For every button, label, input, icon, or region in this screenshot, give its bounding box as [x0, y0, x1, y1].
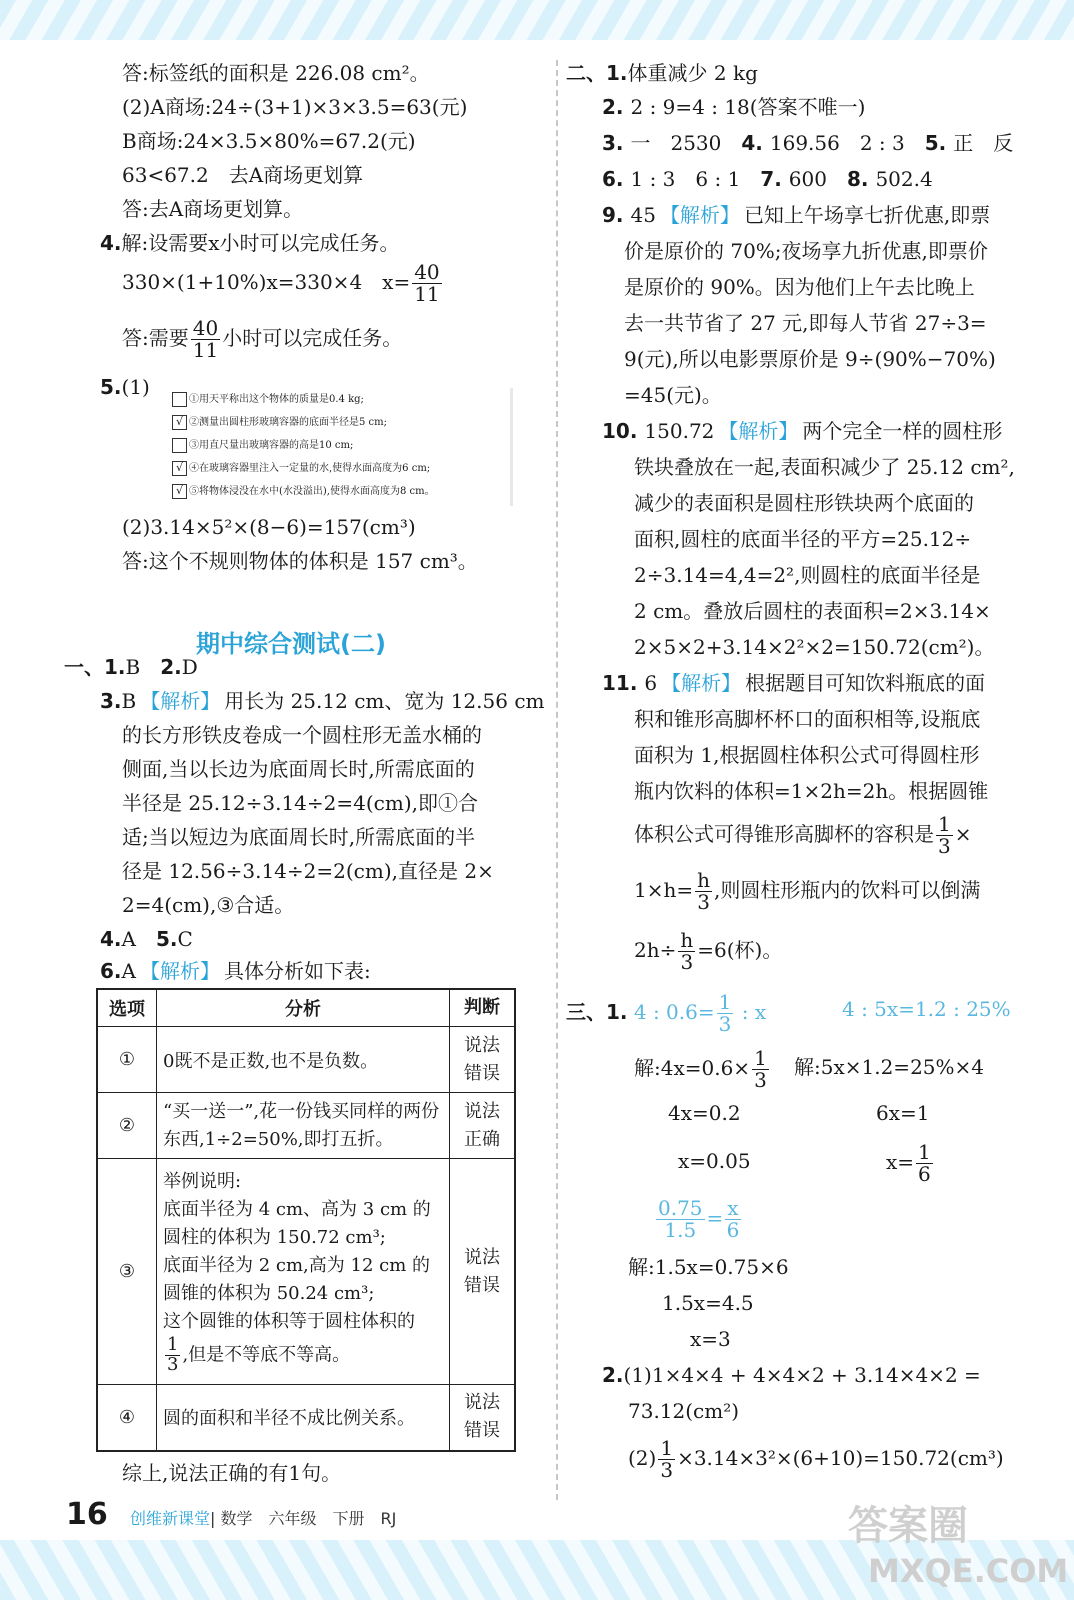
question-3: 3.B 【解析】 用长为 25.12 cm、宽为 12.56 cm: [100, 689, 545, 713]
fraction: $\frac{1}{3}$: [938, 812, 951, 858]
book-info: 创维新课堂| 数学 六年级 下册 RJ: [130, 1509, 397, 1528]
text-line: 侧面,当以长边为底面周长时,所需底面的: [122, 757, 475, 781]
question-10: 10. 150.72 【解析】 两个完全一样的圆柱形: [602, 419, 1003, 443]
analysis-tag: 【解析】: [659, 203, 740, 227]
q4-answer: 答:需要 $\frac{40}{11}$ 小时可以完成任务。: [122, 316, 403, 362]
text-line: 径是 12.56÷3.14÷2=2(cm),直径是 2×: [122, 859, 494, 883]
text-line: B商场:24×3.5×80%=67.2(元): [122, 129, 416, 153]
table-row: ③ 举例说明: 底面半径为 4 cm、高为 3 cm 的圆柱的体积为 150.72 cm³; 底面半径为 2 cm,高为 12 cm 的圆锥的体积为 50.24 cm³; 这个圆锥的体积等于圆柱体积的 $\frac{1}{3}$ ,但是不等底不等高。 说法错误: [97, 1159, 515, 1385]
text-line: 瓶内饮料的体积=1×2h=2h。根据圆锥: [634, 779, 989, 803]
text-line: 63<67.2 去A商场更划算: [122, 163, 364, 187]
text-line: 答:去A商场更划算。: [122, 197, 304, 221]
section-2-row: 二、1.体重减少 2 kg: [566, 61, 758, 85]
text-line: (2) $\frac{1}{3}$ ×3.14×3²×(6+10)=150.72(cm³): [628, 1436, 1004, 1482]
answer-line: 6. 1 : 3 6 : 1 7. 600 8. 502.4: [602, 167, 933, 191]
analysis-tag: 【解析】: [139, 959, 220, 983]
question-2-section-3: 2.(1)1×4×4 + 4×4×2 + 3.14×4×2 =: [602, 1363, 981, 1387]
equation-prompt: 4 : 5x=1.2 : 25%: [842, 997, 1011, 1021]
text-line: 积和锥形高脚杯杯口的面积相等,设瓶底: [634, 707, 981, 731]
section-1-row: 一、1.B 2.D: [64, 655, 198, 679]
experiment-checklist: [172, 388, 513, 506]
text-line: 答:这个不规则物体的体积是 157 cm³。: [122, 549, 478, 573]
solution-line: x=3: [690, 1327, 731, 1351]
question-11: 11. 6 【解析】 根据题目可知饮料瓶底的面: [602, 671, 986, 695]
solution-line: 解:5x×1.2=25%×4: [794, 1055, 984, 1079]
equation-prompt: 4 : 0.6= $\frac{1}{3}$ : x: [633, 990, 767, 1036]
table-row: ② “买一送一”,花一份钱买同样的两份东西,1÷2=50%,即打五折。 说法正确: [97, 1093, 515, 1159]
fraction: $\frac{1}{6}$: [918, 1140, 931, 1186]
section-3-row: 三、1. 4 : 0.6= $\frac{1}{3}$ : x: [566, 990, 767, 1036]
question-5: 5.(1): [100, 375, 150, 399]
text-line: 半径是 25.12÷3.14÷2=4(cm),即①合: [122, 791, 478, 815]
checkbox-icon: [172, 392, 187, 407]
brand-logo: 创维新课堂: [130, 1509, 211, 1528]
solution-line: 1.5x=4.5: [662, 1291, 754, 1315]
question-6: 6.A 【解析】 具体分析如下表:: [100, 959, 371, 983]
fraction: $\frac{1}{3}$: [754, 1046, 767, 1092]
checklist-item: √ ④在玻璃容器里注入一定量的水,使得水面高度为6 cm;: [172, 457, 510, 480]
solution-line: 解:4x=0.6× $\frac{1}{3}$: [634, 1046, 767, 1092]
answer-line: 2. 2 : 9=4 : 18(答案不唯一): [602, 95, 866, 119]
table-row: ① 0既不是正数,也不是负数。 说法错误: [97, 1027, 515, 1093]
text-line: 适;当以短边为底面周长时,所需底面的半: [122, 825, 476, 849]
text-line: =45(元)。: [624, 383, 722, 407]
text-line: 的长方形铁皮卷成一个圆柱形无盖水桶的: [122, 723, 482, 747]
questions-4-5: 4.A 5.C: [100, 927, 193, 951]
fraction: $\frac{h}{3}$: [680, 928, 694, 974]
text-line: 答:标签纸的面积是 226.08 cm²。: [122, 61, 430, 85]
text-line: 9(元),所以电影票原价是 9÷(90%−70%): [624, 347, 996, 371]
checklist-item: ③用直尺量出玻璃容器的高是10 cm;: [172, 434, 510, 457]
text-line: 去一共节省了 27 元,即每人节省 27÷3=: [624, 311, 987, 335]
checkbox-icon: [172, 438, 187, 453]
watermark-logo: 答案圈: [848, 1503, 968, 1549]
text-line: 2h÷ $\frac{h}{3}$ =6(杯)。: [634, 928, 783, 974]
text-line: 价是原价的 70%;夜场享九折优惠,即票价: [624, 239, 988, 263]
text-line: 铁块叠放在一起,表面积减少了 25.12 cm²,: [634, 455, 1015, 479]
checkbox-icon: √: [172, 415, 187, 430]
text-line: 面积,圆柱的底面半径的平方=25.12÷: [634, 527, 972, 551]
fraction: $\frac{40}{11}$: [192, 316, 219, 362]
text-line: 面积为 1,根据圆柱体积公式可得圆柱形: [634, 743, 980, 767]
question-number: 4.: [100, 231, 122, 255]
text-line: 73.12(cm²): [628, 1399, 740, 1423]
watermark-url: MXQE.COM: [868, 1552, 1069, 1590]
fraction: $\frac{1}{3}$: [718, 990, 732, 1036]
solution-line: x=0.05: [678, 1149, 751, 1173]
answer-line: 3. 一 2530 4. 169.56 2 : 3 5. 正 反: [602, 131, 1014, 155]
fraction: $\frac{40}{11}$: [414, 260, 440, 306]
table-row: ④ 圆的面积和半径不成比例关系。 说法错误: [97, 1385, 515, 1451]
text-line: 1×h= $\frac{h}{3}$ ,则圆柱形瓶内的饮料可以倒满: [634, 868, 981, 914]
text-line: 2÷3.14=4,4=2²,则圆柱的底面半径是: [634, 563, 981, 587]
table-header-row: 选项 分析 判断: [97, 989, 515, 1027]
text-line: 2=4(cm),③合适。: [122, 893, 295, 917]
q4-equation: 330×(1+10%)x=330×4 x= $\frac{40}{11}$: [122, 260, 440, 306]
analysis-table: [96, 988, 516, 1452]
solution-line: 4x=0.2: [668, 1101, 741, 1125]
solution-line: x= $\frac{1}{6}$: [886, 1140, 931, 1186]
fraction: $\frac{0.75}{1.5}$: [658, 1196, 703, 1242]
page-number: 16: [66, 1497, 108, 1532]
analysis-tag: 【解析】: [718, 419, 799, 443]
text-line: 体积公式可得锥形高脚杯的容积是 $\frac{1}{3}$ ×: [634, 812, 972, 858]
question-9: 9. 45 【解析】 已知上午场享七折优惠,即票: [602, 203, 991, 227]
checkbox-icon: √: [172, 484, 187, 499]
solution-line: 解:1.5x=0.75×6: [628, 1255, 789, 1279]
solution-line: 6x=1: [876, 1101, 930, 1125]
text-line: 是原价的 90%。因为他们上午去比晚上: [624, 275, 975, 299]
fraction: $\frac{1}{3}$: [660, 1436, 674, 1482]
analysis-tag: 【解析】: [140, 689, 221, 713]
checklist-item: √ ②测量出圆柱形玻璃容器的底面半径是5 cm;: [172, 411, 510, 434]
question-4: 4.解:设需要x小时可以完成任务。: [100, 231, 400, 255]
top-decor-band: [0, 0, 1074, 40]
checklist-item: √ ⑤将物体浸没在水中(水没溢出),使得水面高度为8 cm。: [172, 480, 510, 503]
text-line: 2 cm。叠放后圆柱的表面积=2×3.14×: [634, 599, 991, 623]
fraction: $\frac{x}{6}$: [726, 1196, 740, 1242]
text-line: (2)3.14×5²×(8−6)=157(cm³): [122, 515, 416, 539]
fraction: $\frac{h}{3}$: [697, 868, 711, 914]
fraction: $\frac{1}{3}$: [167, 1334, 179, 1375]
checkbox-icon: √: [172, 461, 187, 476]
column-divider: [556, 60, 558, 1500]
text-line: 减少的表面积是圆柱形铁块两个底面的: [634, 491, 974, 515]
analysis-tag: 【解析】: [661, 671, 742, 695]
text-line: 综上,说法正确的有1句。: [122, 1461, 342, 1485]
section-title: 期中综合测试(二): [196, 630, 386, 658]
text-line: 2×5×2+3.14×2²×2=150.72(cm²)。: [634, 635, 995, 659]
text-line: (2)A商场:24÷(3+1)×3×3.5=63(元): [122, 95, 468, 119]
checklist-item: ①用天平称出这个物体的质量是0.4 kg;: [172, 388, 510, 411]
equation-prompt: $\frac{0.75}{1.5}$ = $\frac{x}{6}$: [658, 1196, 740, 1242]
